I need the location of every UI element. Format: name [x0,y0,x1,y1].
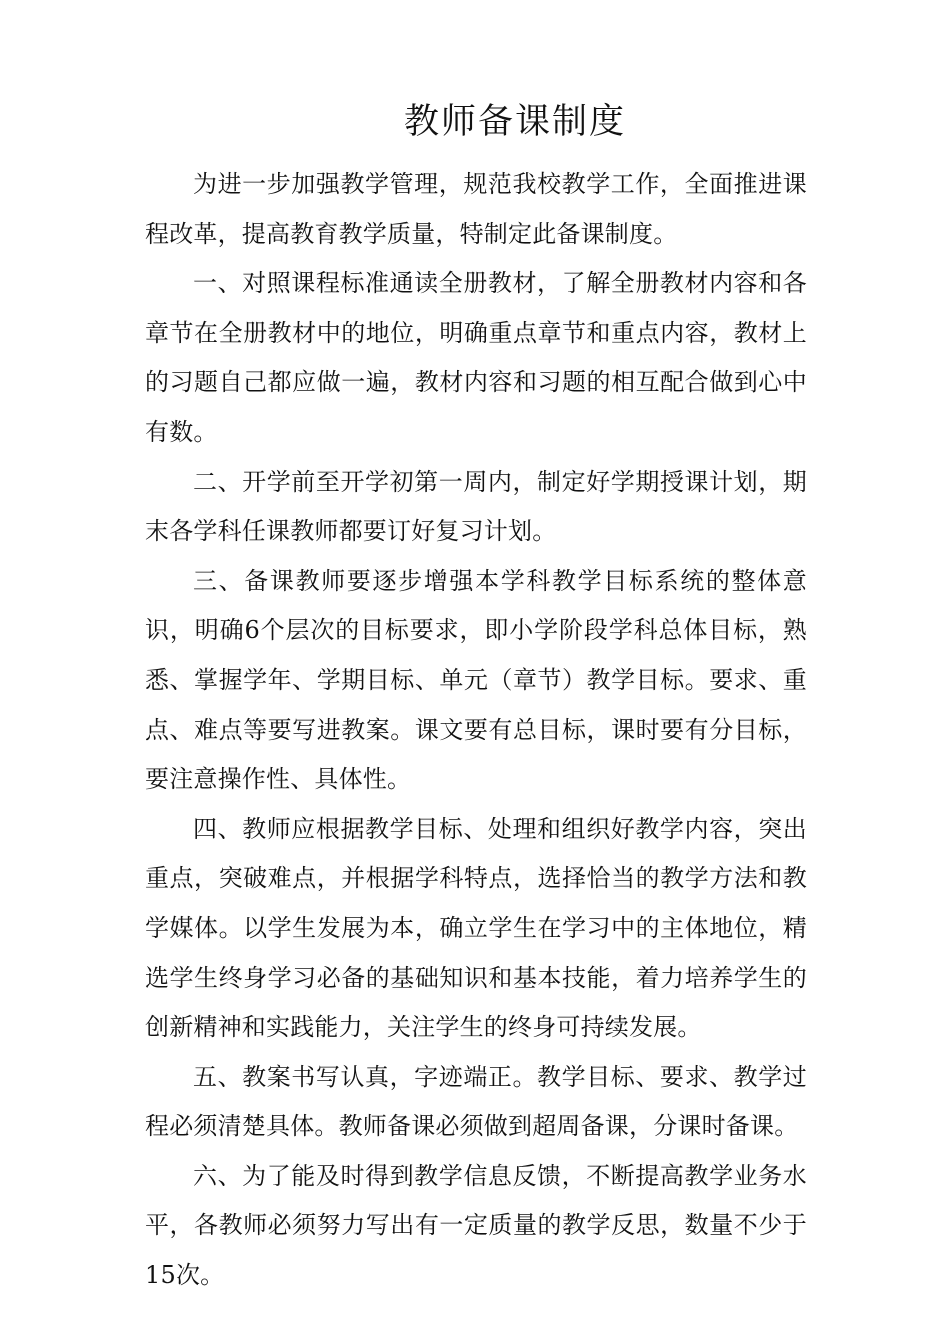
rule-paragraph-6: 六、为了能及时得到教学信息反馈，不断提高教学业务水平，各教师必须努力写出有一定质量的教学反思，数量不少于15次。 [145,1161,807,1290]
rule-paragraph-2: 二、开学前至开学初第一周内，制定好学期授课计划，期末各学科任课教师都要订好复习计划。 [145,467,807,546]
rule-paragraph-3: 三、备课教师要逐步增强本学科教学目标系统的整体意识，明确6个层次的目标要求，即小学阶段学科总体目标，熟悉、掌握学年、学期目标、单元（章节）教学目标。要求、重点、难点等要写进教案。课文要有总目标，课时要有分目标，要注意操作性、具体性。 [145,566,807,794]
document-body [145,160,807,1301]
rule-paragraph-4: 四、教师应根据教学目标、处理和组织好教学内容，突出重点，突破难点，并根据学科特点，选择恰当的教学方法和教学媒体。以学生发展为本，确立学生在学习中的主体地位，精选学生终身学习必备的基础知识和基本技能，着力培养学生的创新精神和实践能力，关注学生的终身可持续发展。 [145,814,807,1042]
rule-paragraph-1: 一、对照课程标准通读全册教材，了解全册教材内容和各章节在全册教材中的地位，明确重点章节和重点内容，教材上的习题自己都应做一遍，教材内容和习题的相互配合做到心中有数。 [145,269,807,446]
intro-paragraph: 为进一步加强教学管理，规范我校教学工作，全面推进课程改革，提高教育教学质量，特制定此备课制度。 [145,170,807,248]
document-title: 教师备课制度 [403,102,626,142]
rule-paragraph-5: 五、教案书写认真，字迹端正。教学目标、要求、教学过程必须清楚具体。教师备课必须做到超周备课，分课时备课。 [145,1062,807,1141]
